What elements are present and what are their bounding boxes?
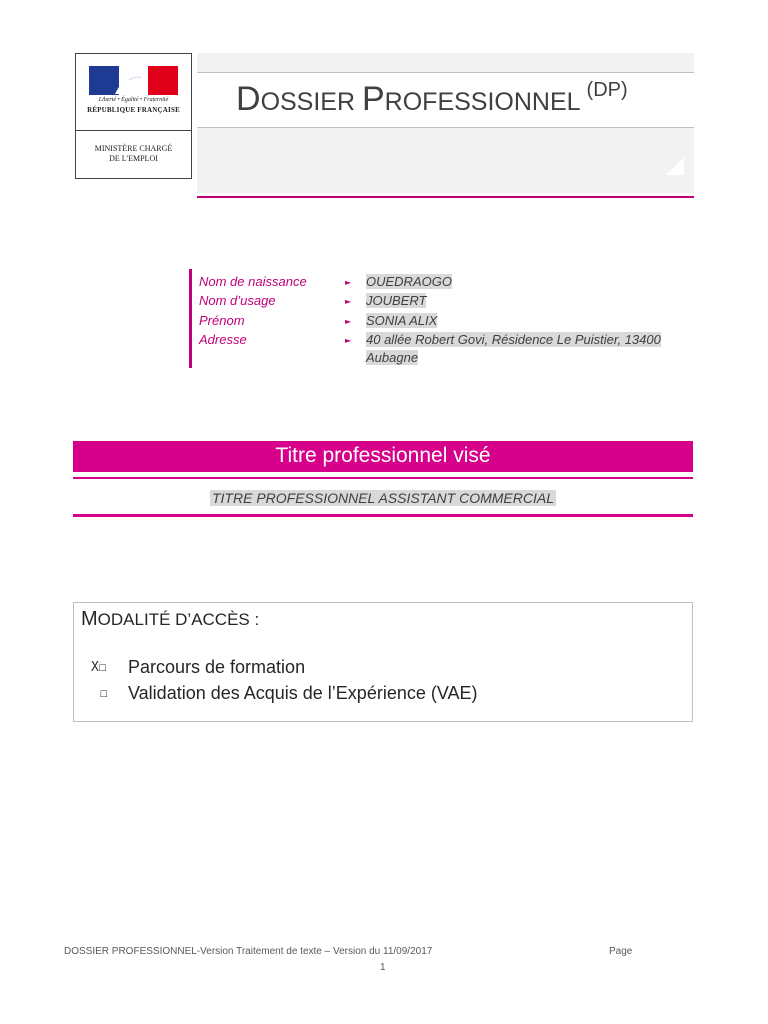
- value-address-line1: 40 allée Robert Govi, Résidence Le Puistier, 13400: [366, 332, 661, 347]
- checkbox-training-path[interactable]: X☐: [91, 660, 107, 675]
- document-title: DOSSIER PROFESSIONNEL (DP): [236, 79, 628, 118]
- republic-logo-block: [75, 53, 192, 179]
- access-mode-heading: MODALITÉ D’ACCÈS :: [81, 608, 260, 630]
- label-usage-name: Nom d’usage: [199, 293, 276, 308]
- value-address-line2: Aubagne: [366, 350, 419, 365]
- label-first-name: Prénom: [199, 313, 245, 328]
- arrow-icon: ►: [345, 278, 352, 287]
- marianne-logo: [76, 54, 191, 131]
- republic-name: RÉPUBLIQUE FRANÇAISE: [87, 106, 180, 114]
- document-title-suffix: (DP): [586, 79, 628, 101]
- marianne-flag-icon: [89, 66, 178, 95]
- identity-accent-bar: [189, 269, 192, 368]
- title-section-line: [73, 477, 693, 479]
- footer-version: DOSSIER PROFESSIONNEL-Version Traitement de texte – Version du 11/09/2017: [64, 946, 433, 957]
- header-accent-line: [197, 196, 694, 198]
- footer-page-number: 1: [380, 962, 386, 973]
- value-first-name: SONIA ALIX: [366, 313, 438, 328]
- label-birth-name: Nom de naissance: [199, 274, 307, 289]
- title-section-bottom-line: [73, 514, 693, 517]
- arrow-icon: ►: [345, 297, 352, 306]
- label-address: Adresse: [199, 332, 247, 347]
- checkbox-vae[interactable]: ☐: [100, 686, 108, 701]
- title-section-value: TITRE PROFESSIONNEL ASSISTANT COMMERCIAL: [211, 490, 554, 506]
- footer-page-label: Page: [609, 946, 633, 957]
- ministry-name: MINISTÈRE CHARGÉ DE L'EMPLOI: [94, 144, 173, 163]
- republic-motto: Liberté • Égalité • Fraternité: [98, 97, 169, 103]
- arrow-icon: ►: [345, 317, 352, 326]
- arrow-icon: ►: [345, 336, 352, 345]
- value-birth-name: OUEDRAOGO: [366, 274, 452, 289]
- header-corner-triangle: [666, 157, 684, 175]
- title-section-heading: Titre professionnel visé: [275, 444, 491, 467]
- value-usage-name: JOUBERT: [366, 293, 427, 308]
- option-training-path: Parcours de formation: [128, 657, 306, 677]
- option-vae: Validation des Acquis de l’Expérience (VAE): [128, 683, 478, 703]
